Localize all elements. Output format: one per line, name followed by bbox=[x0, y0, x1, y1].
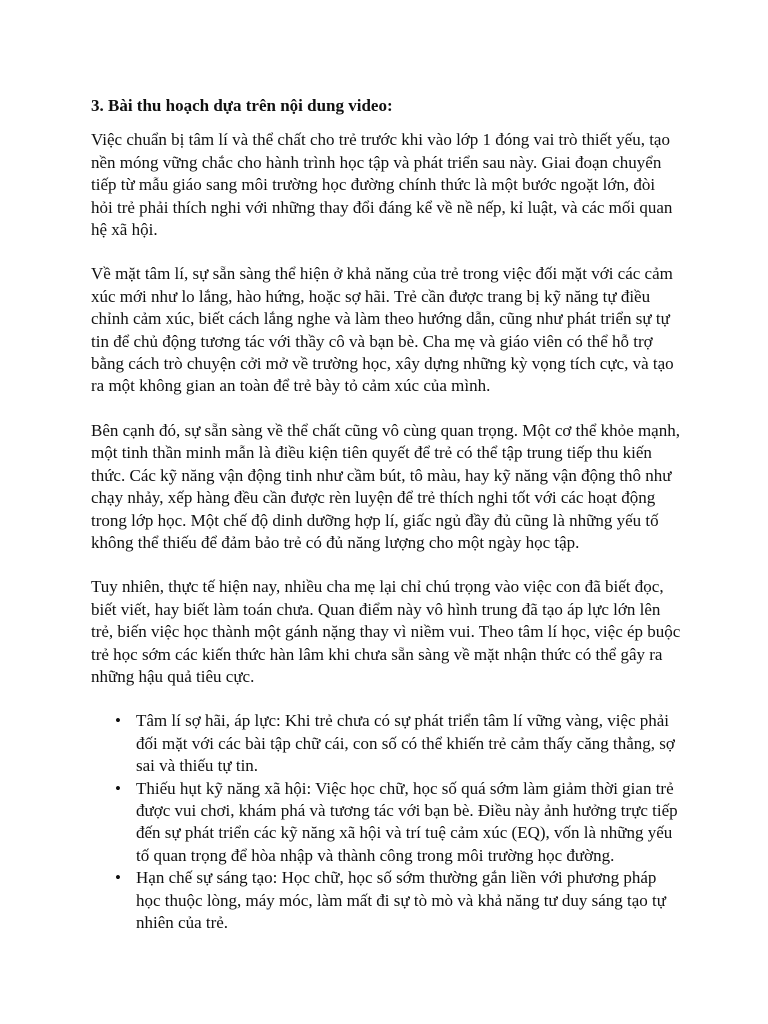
list-item-text: Tâm lí sợ hãi, áp lực: Khi trẻ chưa có sự phát triển tâm lí vững vàng, việc phải đối mặt với các bài tập chữ cái, con số có thể khiến trẻ cảm thấy căng thẳng, sợ sai và thiếu tự tin. bbox=[136, 711, 675, 776]
list-item-text: Hạn chế sự sáng tạo: Học chữ, học số sớm thường gắn liền với phương pháp học thuộc lòng, máy móc, làm mất đi sự tò mò và khả năng tư duy sáng tạo tự nhiên của trẻ. bbox=[136, 868, 666, 932]
section-heading: 3. Bài thu hoạch dựa trên nội dung video: bbox=[91, 96, 393, 115]
paragraph-psychology: Về mặt tâm lí, sự sẵn sàng thể hiện ở khả năng của trẻ trong việc đối mặt với các cảm xúc mới như lo lắng, hào hứng, hoặc sợ hãi. Trẻ cần được trang bị kỹ năng tự điều chỉnh cảm xúc, biết cách lắng nghe và làm theo hướng dẫn, cũng như phát triển sự tự tin để chủ động tương tác với thầy cô và bạn bè. Cha mẹ và giáo viên có thể hỗ trợ bằng cách trò chuyện cởi mở về trường học, xây dựng những kỳ vọng tích cực, và tạo ra một không gian an toàn để trẻ bày tỏ cảm xúc của mình. bbox=[91, 264, 674, 396]
paragraph-physical: Bên cạnh đó, sự sẵn sàng về thể chất cũng vô cùng quan trọng. Một cơ thể khỏe mạnh, một tinh thần minh mẫn là điều kiện tiên quyết để trẻ có thể tập trung tiếp thu kiến thức. Các kỹ năng vận động tinh như cầm bút, tô màu, hay kỹ năng vận động thô như chạy nhảy, xếp hàng đều cần được rèn luyện để trẻ thích nghi tốt với các hoạt động trong lớp học. Một chế độ dinh dưỡng hợp lí, giấc ngủ đầy đủ cũng là những yếu tố không thể thiếu để đảm bảo trẻ có đủ năng lượng cho một ngày học tập. bbox=[91, 420, 680, 552]
paragraph-intro: Việc chuẩn bị tâm lí và thể chất cho trẻ trước khi vào lớp 1 đóng vai trò thiết yếu, tạo nền móng vững chắc cho hành trình học tập và phát triển sau này. Giai đoạn chuyển tiếp từ mẫu giáo sang môi trường học đường chính thức là một bước ngoặt lớn, đòi hỏi trẻ phải thích nghi với những thay đổi đáng kể về nề nếp, kỉ luật, và các mối quan hệ xã hội. bbox=[91, 130, 673, 240]
consequences-list bbox=[91, 710, 681, 934]
bullet-icon: • bbox=[115, 778, 121, 798]
paragraph-reality: Tuy nhiên, thực tế hiện nay, nhiều cha mẹ lại chỉ chú trọng vào việc con đã biết đọc, biết viết, hay biết làm toán chưa. Quan điểm này vô hình trung đã tạo áp lực lớn lên trẻ, biến việc học thành một gánh nặng thay vì niềm vui. Theo tâm lí học, việc ép buộc trẻ học sớm các kiến thức hàn lâm khi chưa sẵn sàng về mặt nhận thức có thể gây ra những hậu quả tiêu cực. bbox=[91, 577, 681, 686]
document-body bbox=[91, 95, 681, 934]
bullet-icon: • bbox=[115, 868, 121, 888]
bullet-icon: • bbox=[115, 711, 121, 731]
list-item bbox=[91, 867, 681, 934]
list-item bbox=[91, 710, 681, 777]
list-item-text: Thiếu hụt kỹ năng xã hội: Việc học chữ, học số quá sớm làm giảm thời gian trẻ được vui chơi, khám phá và tương tác với bạn bè. Điều này ảnh hưởng trực tiếp đến sự phát triển các kỹ năng xã hội và trí tuệ cảm xúc (EQ), vốn là những yếu tố quan trọng để hòa nhập và thành công trong môi trường học đường. bbox=[136, 778, 678, 865]
list-item bbox=[91, 778, 681, 868]
